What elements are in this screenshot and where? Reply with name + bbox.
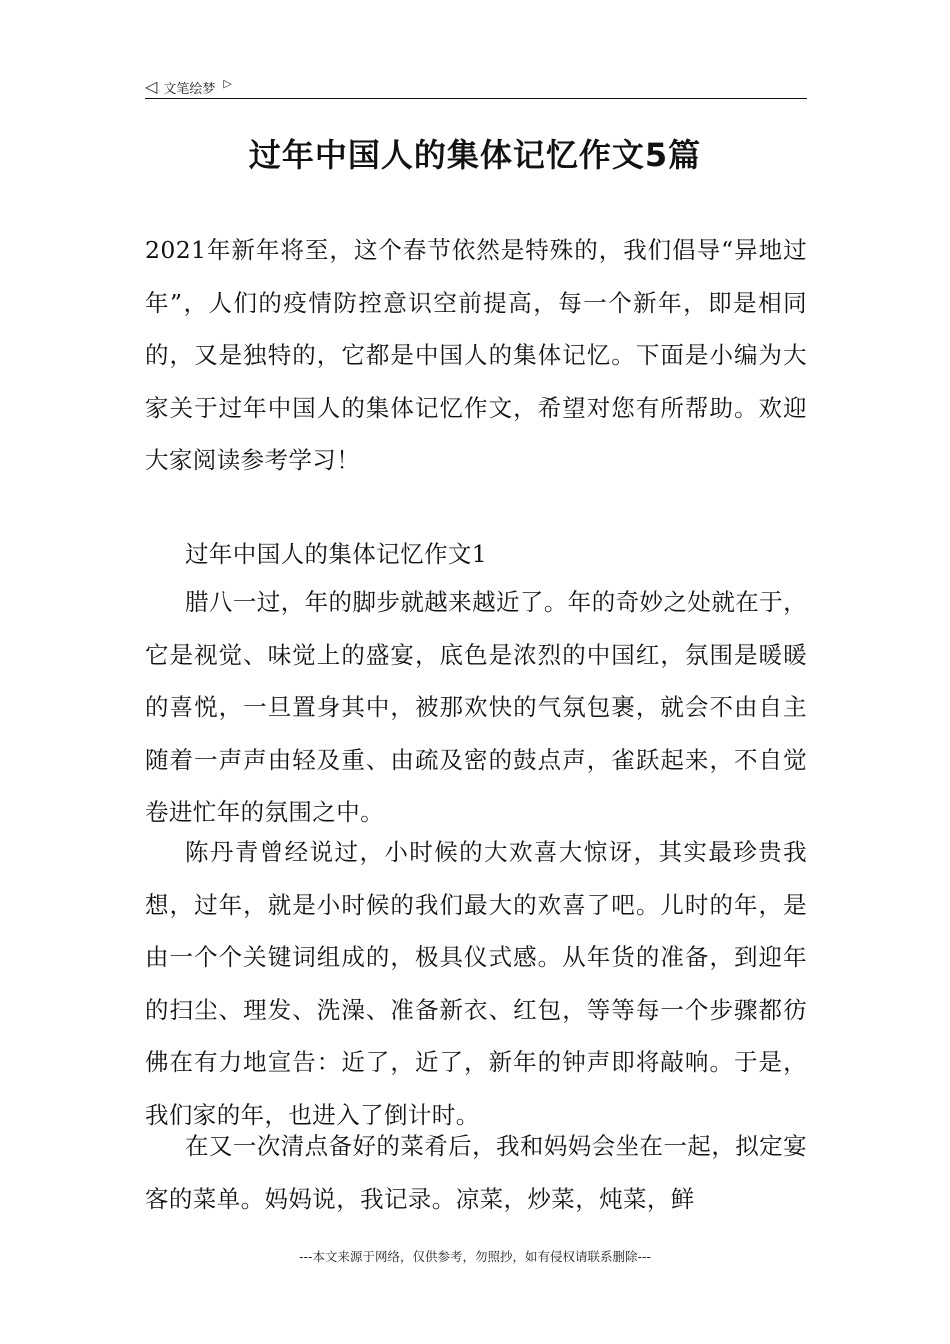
header-divider: [145, 98, 807, 99]
section-heading: 过年中国人的集体记忆作文1: [185, 540, 488, 568]
triangle-left-icon: ◁: [145, 77, 158, 96]
footer-notice: ---本文来源于网络，仅供参考，勿照抄，如有侵权请联系删除---: [298, 1249, 652, 1264]
body-paragraph: 在又一次清点备好的菜肴后，我和妈妈会坐在一起，拟定宴客的菜单。妈妈说，我记录。凉菜，炒菜，炖菜，鲜: [145, 1132, 807, 1213]
body-paragraph: 腊八一过，年的脚步就越来越近了。年的奇妙之处就在于，它是视觉、味觉上的盛宴，底色是浓烈的中国红，氛围是暖暖的喜悦，一旦置身其中，被那欢快的气氛包裹，就会不由自主随着一声声由轻及重、由疏及密的鼓点声，雀跃起来，不自觉卷进忙年的氛围之中。: [145, 588, 807, 826]
intro-paragraph: 2021年新年将至，这个春节依然是特殊的，我们倡导“异地过年”，人们的疫情防控意识空前提高，每一个新年，即是相同的，又是独特的，它都是中国人的集体记忆。下面是小编为大家关于过年中国人的集体记忆作文，希望对您有所帮助。欢迎大家阅读参考学习！: [145, 236, 807, 474]
document-header: [145, 76, 805, 98]
brand-name: 文笔绘梦: [163, 81, 216, 97]
triangle-right-icon: ▷: [223, 76, 232, 90]
document-title: 过年中国人的集体记忆作文5篇: [248, 136, 702, 174]
body-paragraph: 陈丹青曾经说过，小时候的大欢喜大惊讶，其实最珍贵我想，过年，就是小时候的我们最大的欢喜了吧。儿时的年，是由一个个关键词组成的，极具仪式感。从年货的准备，到迎年的扫尘、理发、洗澡、准备新衣、红包，等等每一个步骤都彷佛在有力地宣告：近了，近了，新年的钟声即将敲响。于是，我们家的年，也进入了倒计时。: [145, 838, 807, 1129]
